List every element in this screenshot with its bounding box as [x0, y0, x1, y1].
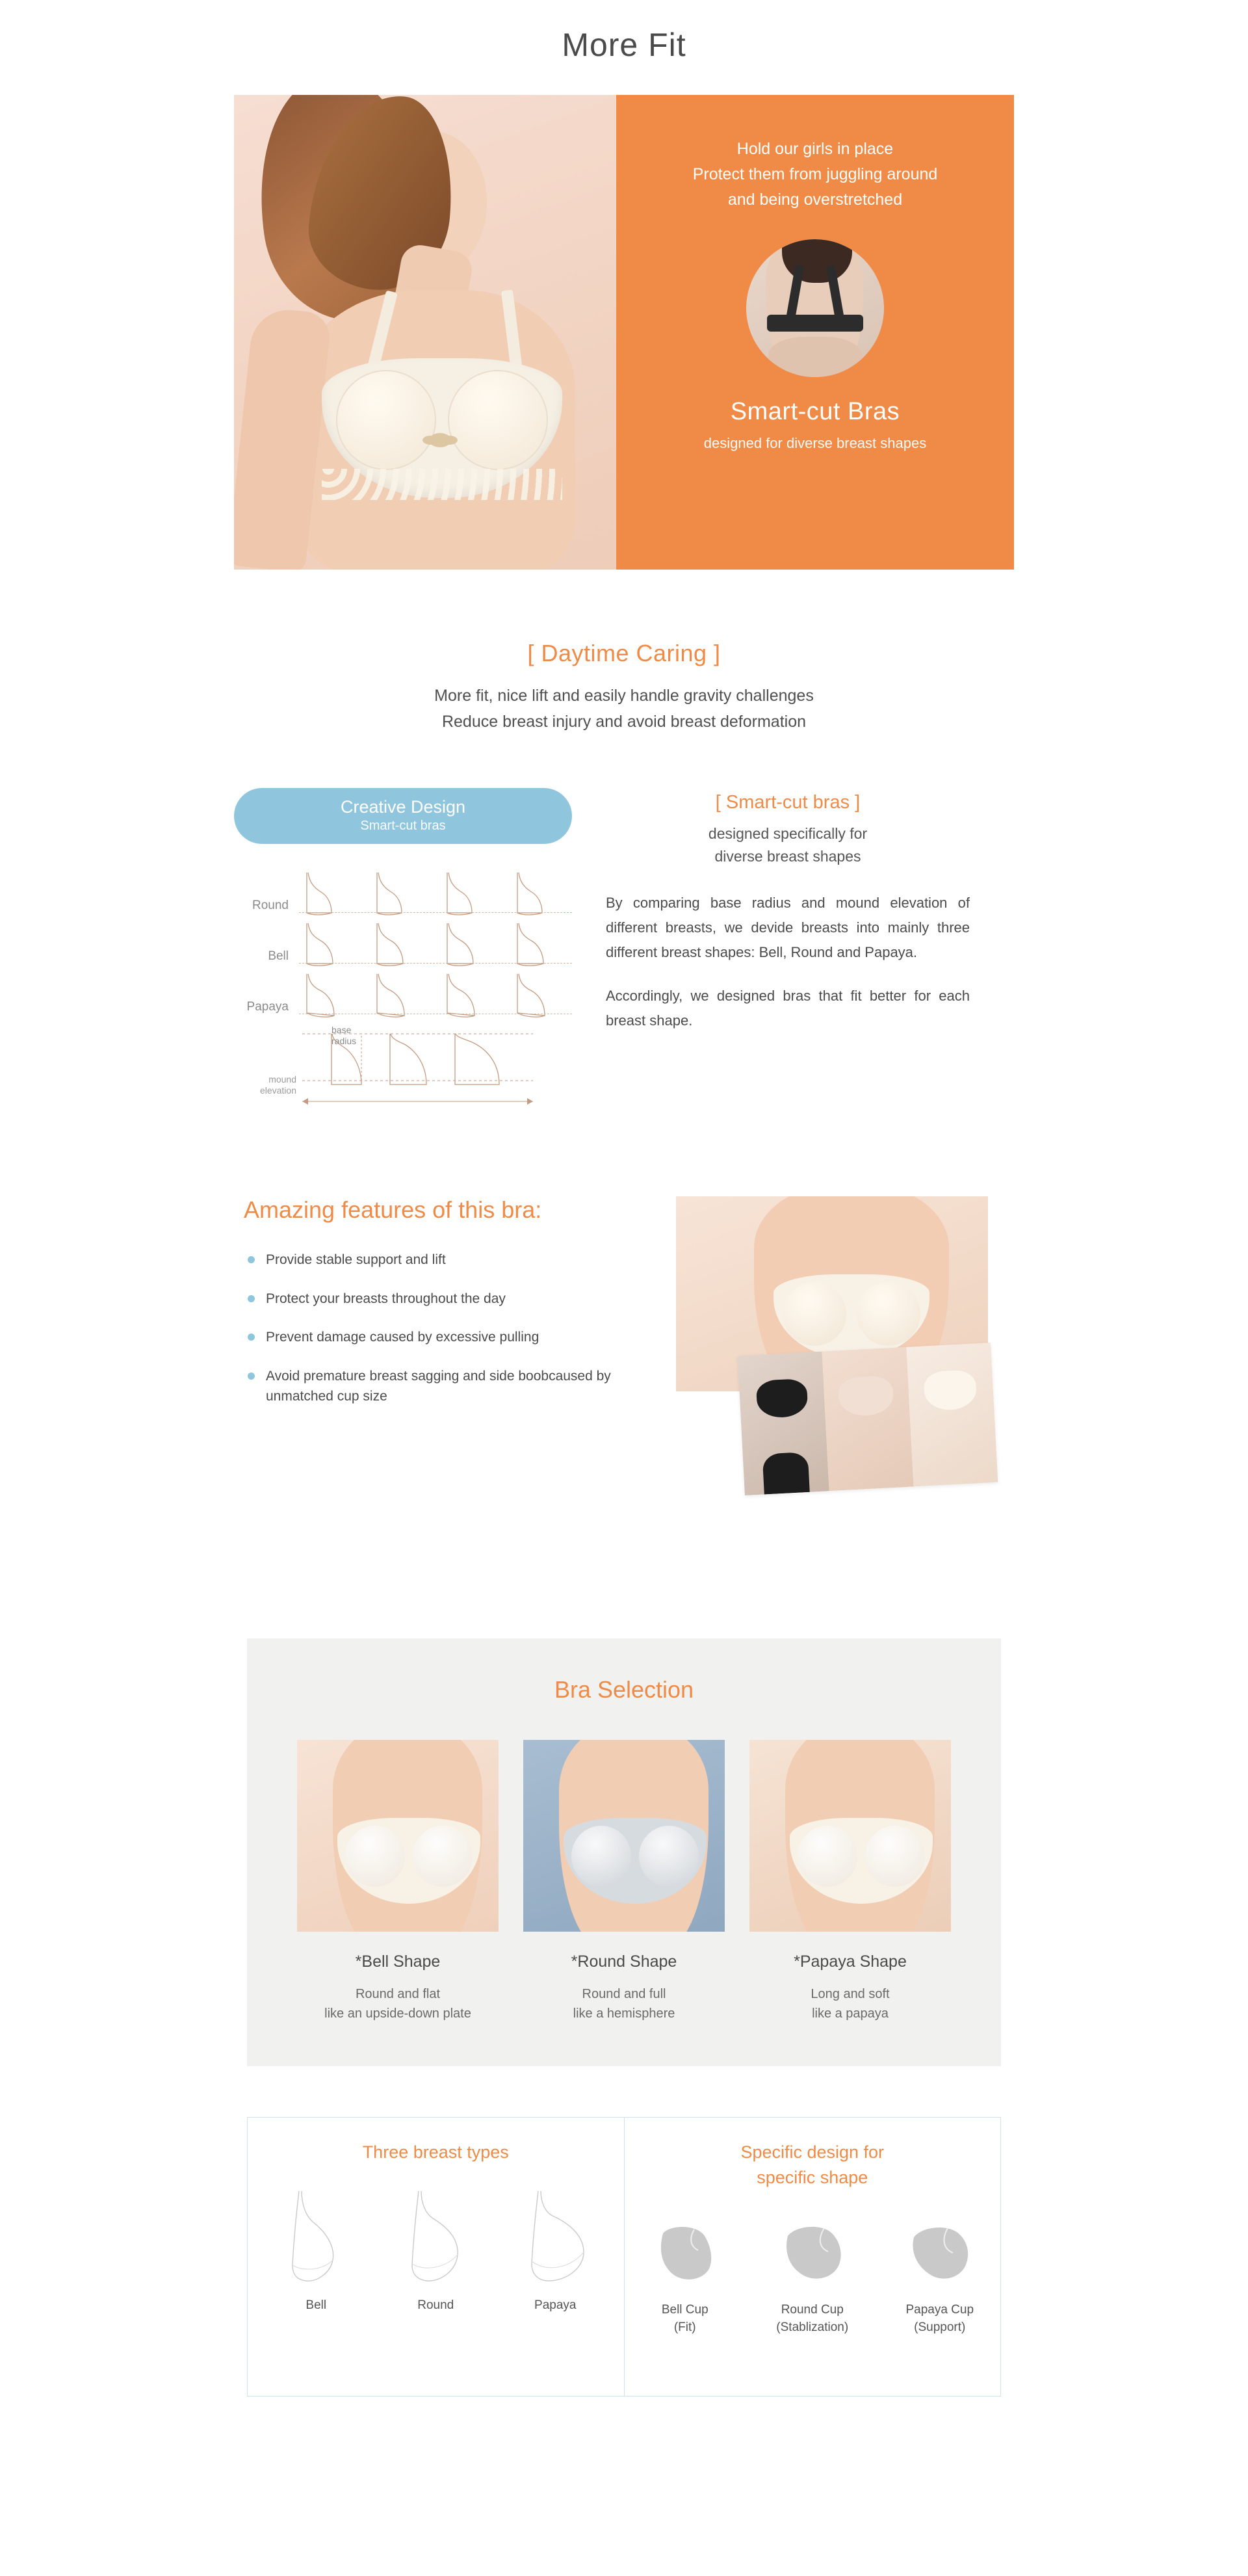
selection-card-round[interactable] [523, 1740, 725, 2023]
list-item [244, 1289, 663, 1309]
collage-thumb-white [906, 1343, 998, 1487]
chart-row-papaya [234, 967, 572, 1018]
measurement-diagram [234, 1025, 572, 1119]
features-list [244, 1250, 663, 1407]
cup-caption [764, 2302, 861, 2336]
design-paragraph-1: By comparing base radius and mound elevation of different breasts, we devide breasts into mainly three different breast shapes: Bell, Round and Papaya. [606, 895, 970, 960]
chart-row-shapes [296, 921, 552, 967]
breast-type-papaya [506, 2187, 604, 2314]
bra-selection-title: Bra Selection [554, 1676, 694, 1703]
breast-shape-chart [234, 866, 572, 1139]
chart-row-label: Bell [268, 949, 289, 963]
breast-outline-icon [442, 971, 482, 1018]
types-and-cups-section [247, 2117, 1001, 2397]
feature-text: Protect your breasts throughout the day [266, 1291, 506, 1306]
breast-outline-icon [302, 971, 342, 1018]
breast-outline-icon [302, 921, 342, 967]
list-item [244, 1366, 663, 1407]
specific-design-panel [625, 2118, 1001, 2396]
three-breast-types-panel [248, 2118, 625, 2396]
cup-papaya [891, 2224, 989, 2336]
cup-note: (Support) [914, 2320, 966, 2334]
breast-outline-icon [302, 870, 342, 917]
back-lower-shape [768, 337, 862, 377]
base-radius-label-line2: radius [332, 1035, 357, 1046]
hero-back-photo [746, 239, 884, 377]
desc-line-2: like a hemisphere [573, 2006, 675, 2021]
collage-thumb-nude [822, 1347, 913, 1492]
features-section [234, 1196, 1014, 1560]
hero-lead-text [616, 137, 1014, 212]
hero-headline: Smart-cut Bras [730, 398, 900, 426]
chart-row-bell [234, 917, 572, 967]
bullet-dot-icon [248, 1334, 255, 1341]
bra-bow [429, 433, 451, 447]
cup-name: Round Cup [781, 2303, 844, 2317]
selection-card-desc [523, 1984, 725, 2023]
cup-name: Bell Cup [661, 2303, 708, 2317]
specific-design-title [625, 2140, 1001, 2190]
cup-note: (Stablization) [776, 2320, 849, 2334]
feature-text: Provide stable support and lift [266, 1252, 446, 1267]
mound-label-line2: elevation [259, 1084, 296, 1096]
breast-type-round [387, 2187, 484, 2314]
feature-text: Avoid premature breast sagging and side boobcaused by unmatched cup size [266, 1368, 611, 1404]
papaya-cup-icon [906, 2224, 974, 2287]
chart-row-shapes [296, 870, 552, 917]
collage-thumb-black [738, 1352, 829, 1496]
cup-round [764, 2224, 861, 2336]
mound-label-line1: mound [268, 1074, 296, 1084]
design-text-column [606, 788, 970, 1139]
breast-type-bell [267, 2187, 365, 2314]
chart-row-guideline [299, 912, 572, 913]
selection-card-bell[interactable] [297, 1740, 499, 2023]
breast-type-label: Round [417, 2298, 454, 2313]
features-text-column [234, 1196, 663, 1560]
bra-selection-grid [247, 1740, 1001, 2023]
three-types-title: Three breast types [362, 2142, 509, 2162]
daytime-line-2: Reduce breast injury and avoid breast deformation [441, 713, 807, 731]
selection-card-papaya[interactable] [749, 1740, 951, 2023]
daytime-title: [ Daytime Caring ] [527, 640, 721, 666]
desc-line-1: Round and flat [355, 1987, 441, 2001]
daytime-line-1: More fit, nice lift and easily handle gravity challenges [434, 687, 814, 705]
breast-outline-icon [512, 870, 552, 917]
selection-card-desc [297, 1984, 499, 2023]
cup-name: Papaya Cup [905, 2303, 974, 2317]
mound-elevation-label [240, 1074, 296, 1096]
hero-subheadline: designed for diverse breast shapes [703, 435, 927, 452]
breast-outline-icon [442, 921, 482, 967]
selection-card-desc [749, 1984, 951, 2023]
hero-text-panel [616, 95, 1014, 570]
design-diagram-column [234, 788, 572, 1139]
breast-outline-icon [372, 971, 412, 1018]
bra-selection-section [247, 1638, 1001, 2066]
design-paragraph-2: Accordingly, we designed bras that fit better for each breast shape. [606, 988, 970, 1029]
features-image-collage [663, 1196, 1001, 1541]
breast-type-label: Bell [306, 2298, 327, 2313]
badge-subtitle: Smart-cut bras [360, 819, 446, 833]
bullet-dot-icon [248, 1295, 255, 1302]
selection-card-name: *Bell Shape [355, 1952, 441, 1971]
breast-type-label: Papaya [534, 2298, 577, 2313]
desc-line-1: Round and full [582, 1987, 666, 2001]
cup-note: (Fit) [673, 2320, 696, 2334]
specific-design-title-line1: Specific design for [740, 2142, 885, 2162]
cup-figures [625, 2224, 1001, 2336]
hero-lead-line-3: and being overstretched [727, 190, 903, 209]
hero-lead-line-1: Hold our girls in place [736, 140, 894, 158]
smart-cut-subtitle [606, 822, 970, 867]
smart-cut-title: [ Smart-cut bras ] [715, 792, 861, 813]
feature-text: Prevent damage caused by excessive pulling [266, 1330, 540, 1345]
chart-row-label: Papaya [246, 1000, 289, 1014]
desc-line-1: Long and soft [811, 1987, 890, 2001]
back-band [767, 315, 863, 332]
page-bottom-spacer [0, 2397, 1248, 2442]
cup-caption [891, 2302, 989, 2336]
hero-lead-line-2: Protect them from juggling around [692, 164, 938, 183]
selection-card-image [749, 1740, 951, 1932]
papaya-breast-outline-icon [516, 2187, 594, 2285]
smart-cut-subtitle-line2: diverse breast shapes [714, 847, 861, 865]
desc-line-2: like a papaya [812, 2006, 889, 2021]
creative-design-badge [234, 788, 572, 844]
features-title: Amazing features of this bra: [244, 1196, 542, 1223]
page-title: More Fit [562, 27, 686, 63]
list-item [244, 1327, 663, 1348]
cup-bell [636, 2224, 734, 2336]
chart-row-label: Round [252, 899, 289, 912]
badge-title: Creative Design [340, 797, 466, 817]
collage-thumbnail-strip [738, 1343, 998, 1495]
list-item [244, 1250, 663, 1270]
cup-caption [636, 2302, 734, 2336]
bullet-dot-icon [248, 1373, 255, 1380]
breast-outline-icon [512, 971, 552, 1018]
desc-line-2: like an upside-down plate [324, 2006, 471, 2021]
round-breast-outline-icon [396, 2187, 474, 2285]
base-radius-label-line1: base [332, 1025, 352, 1035]
selection-card-image [297, 1740, 499, 1932]
selection-card-image [523, 1740, 725, 1932]
breast-type-figures [248, 2187, 624, 2314]
daytime-caring-section [0, 640, 1248, 735]
selection-card-name: *Papaya Shape [794, 1952, 907, 1971]
selection-card-name: *Round Shape [571, 1952, 677, 1971]
breast-outline-icon [372, 870, 412, 917]
smart-cut-subtitle-line1: designed specifically for [708, 825, 868, 842]
bra-lace-trim [322, 469, 562, 500]
hero-model-photo [234, 95, 616, 570]
round-cup-icon [779, 2224, 846, 2287]
hero-banner [234, 95, 1014, 570]
chart-row-guideline [299, 963, 572, 964]
base-radius-label [332, 1025, 356, 1047]
creative-design-section [234, 788, 1014, 1139]
bullet-dot-icon [248, 1256, 255, 1263]
chart-row-round [234, 866, 572, 917]
specific-design-title-line2: specific shape [757, 2168, 868, 2188]
breast-outline-icon [372, 921, 412, 967]
breast-outline-icon [512, 921, 552, 967]
bell-cup-icon [651, 2224, 719, 2287]
breast-outline-icon [442, 870, 482, 917]
bell-breast-outline-icon [277, 2187, 355, 2285]
chart-row-shapes [296, 971, 552, 1018]
